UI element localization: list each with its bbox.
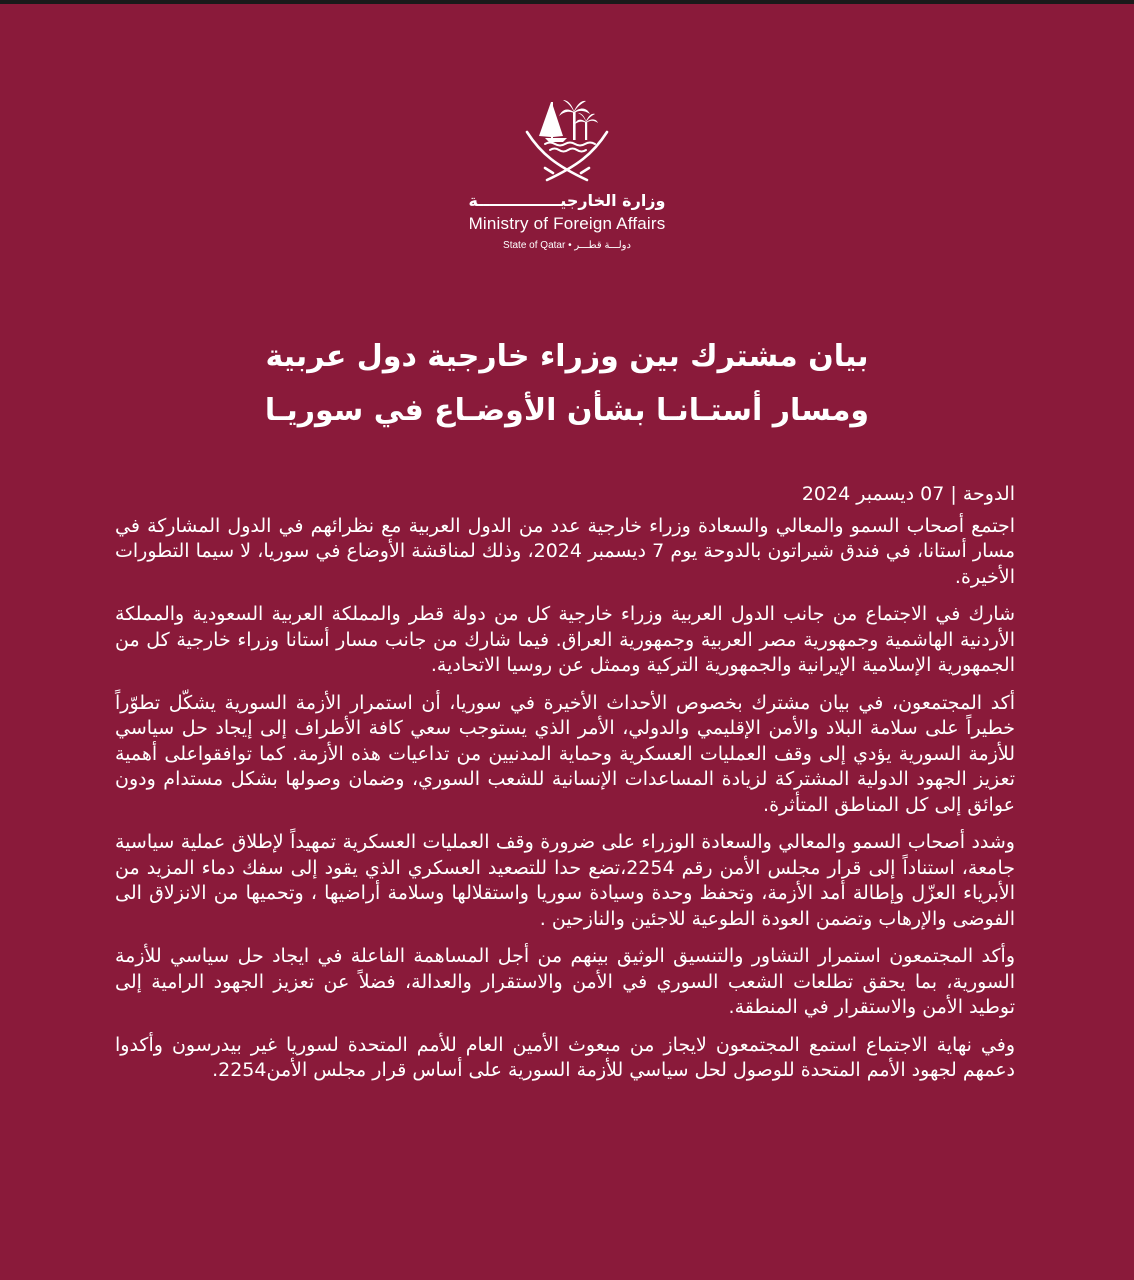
state-of-qatar-line: State of Qatar • دولـــة قطـــر <box>503 240 631 251</box>
ministry-logo <box>0 92 1134 252</box>
statement-body <box>115 482 1015 1096</box>
qatar-emblem-icon <box>517 92 617 186</box>
ministry-name-english: Ministry of Foreign Affairs <box>468 214 666 233</box>
paragraph: اجتمع أصحاب السمو والمعالي والسعادة وزراء خارجية عدد من الدول العربية مع نظرائهم في الدول المشاركة في مسار أستانا، في فندق شيراتون بالدوحة يوم 7 ديسمبر 2024، وذلك لمناقشة الأوضاع في سوريا، لا سيما التطورات الأخيرة. <box>115 514 1015 588</box>
statement-title <box>150 330 984 438</box>
ministry-name-arabic: وزارة الخارجيـــــــــــــــة <box>468 191 666 210</box>
top-edge-bar <box>0 0 1134 4</box>
paragraph: أكد المجتمعون، في بيان مشترك بخصوص الأحداث الأخيرة في سوريا، أن استمرار الأزمة السورية يشكّل تطوّراً خطيراً على سلامة البلاد والأمن الإقليمي والدولي، الأمر الذي يستوجب سعي كافة الأطراف إلى إيجاد حل سياسي للأزمة السورية يؤدي إلى وقف العمليات العسكرية وحماية المدنيين من تداعيات هذه الأزمة. كما توافقواعلى أهمية تعزيز الجهود الدولية المشتركة لزيادة المساعدات الإنسانية للشعب السوري، وضمان وصولها بشكل مستدام ودون عوائق إلى كل المناطق المتأثرة. <box>115 691 1015 816</box>
title-line-1: بيان مشترك بين وزراء خارجية دول عربية <box>265 339 869 374</box>
dateline: الدوحة | 07 ديسمبر 2024 <box>801 483 1015 505</box>
paragraph: وفي نهاية الاجتماع استمع المجتمعون لايجاز من مبعوث الأمين العام للأمم المتحدة لسوريا غير بيدرسون وأكدوا دعمهم لجهود الأمم المتحدة للوصول لحل سياسي للأزمة السورية على أساس قرار مجلس الأمن2254. <box>115 1033 1015 1081</box>
paragraph: وشدد أصحاب السمو والمعالي والسعادة الوزراء على ضرورة وقف العمليات العسكرية تمهيداً لإطلاق عملية سياسية جامعة، استناداً إلى قرار مجلس الأمن رقم 2254،تضع حدا للتصعيد العسكري الذي يقود إلى سفك دماء المزيد من الأبرياء العزّل وإطالة أمد الأزمة، وتحفظ وحدة وسيادة سوريا واستقلالها وسلامة أراضيها ، وتحميها من الانزلاق الى الفوضى والإرهاب وتضمن العودة الطوعية للاجئين والنازحين . <box>115 831 1015 930</box>
paragraph: شارك في الاجتماع من جانب الدول العربية وزراء خارجية كل من دولة قطر والمملكة العربية السعودية والمملكة الأردنية الهاشمية وجمهورية مصر العربية وجمهورية العراق. فيما شارك من جانب مسار أستانا وزراء خارجية كل من الجمهورية الإسلامية الإيرانية والجمهورية التركية وممثل عن روسيا الاتحادية. <box>115 603 1015 676</box>
title-line-2: ومسار أستـانـا بشأن الأوضـاع في سوريـا <box>264 393 870 428</box>
paragraph: وأكد المجتمعون استمرار التشاور والتنسيق الوثيق بينهم من أجل المساهمة الفاعلة في ايجاد حل سياسي للأزمة السورية، بما يحقق تطلعات الشعب السوري في الأمن والاستقرار والعدالة، فضلاً عن تعزيز الجهود الرامية إلى توطيد الأمن والاستقرار في المنطقة. <box>115 945 1015 1018</box>
